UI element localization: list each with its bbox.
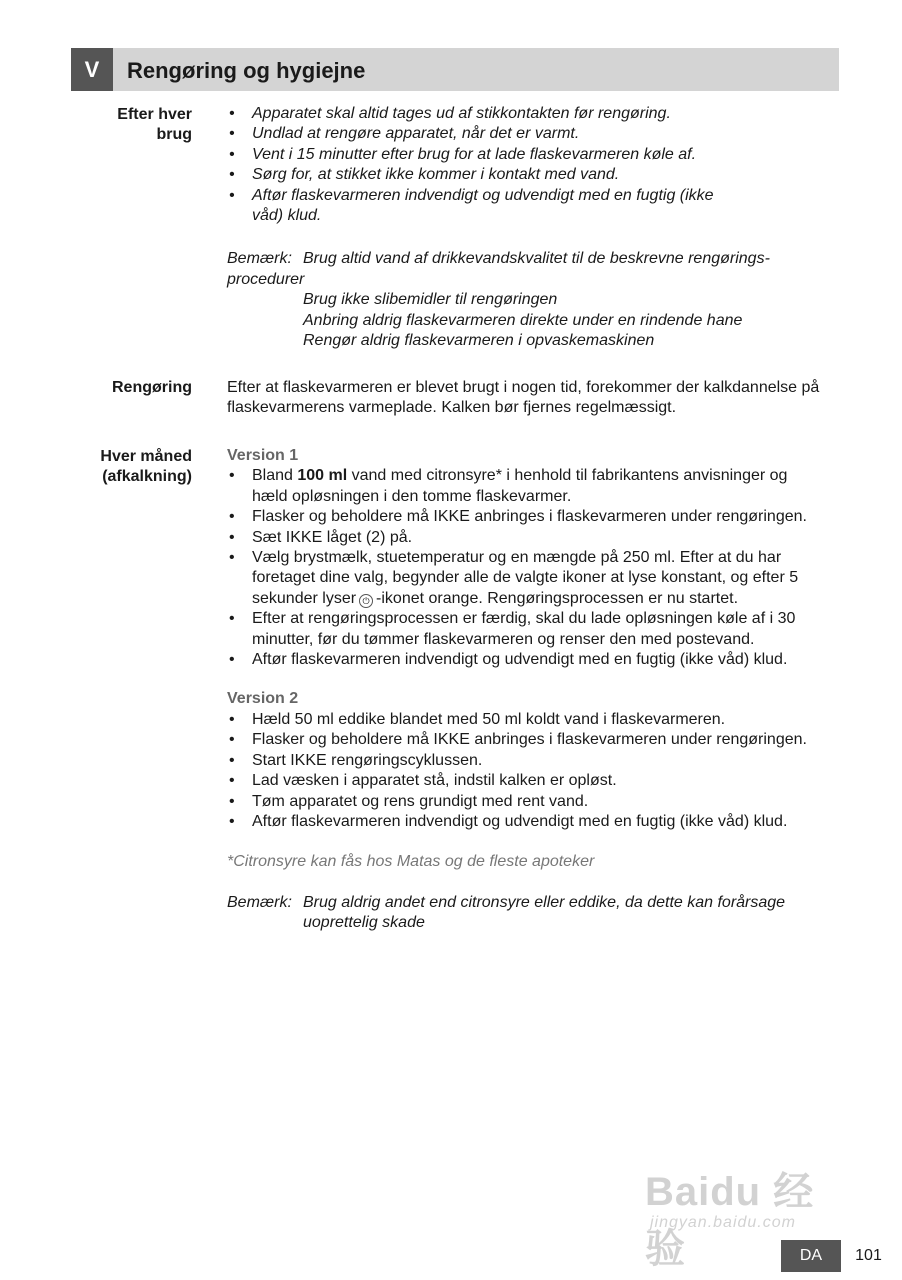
list-item: • Hæld 50 ml eddike blandet med 50 ml koldt vand i flaskevarmeren. xyxy=(227,710,821,730)
note-text: Brug aldrig andet end citronsyre eller eddike, da dette kan forårsage uoprettelig skade xyxy=(303,893,786,932)
note-label: Bemærk: xyxy=(227,250,292,268)
list-item: • Efter at rengøringsprocessen er færdig, skal du lade opløsningen køle af i 30 minutter, før du tømmer flaskevarmeren og renser den med postevand. xyxy=(227,609,821,650)
note-label: Bemærk: xyxy=(227,893,292,911)
list-item: • Bland 100 ml vand med citronsyre* i henhold til fabrikantens anvisninger og hæld opløsningen i den tomme flaskevarmer. xyxy=(227,466,821,507)
watermark-logo: Baidu 经验 xyxy=(645,1170,815,1271)
version-2-title: Version 2 xyxy=(227,690,299,708)
monthly-note xyxy=(227,893,787,934)
list-item: • Sæt IKKE låget (2) på. xyxy=(227,528,821,548)
version-1-title: Version 1 xyxy=(227,447,299,464)
list-item: • Aftør flaskevarmeren indvendigt og udvendigt med en fugtig (ikke våd) klud. xyxy=(227,186,732,227)
list-item: • Undlad at rengøre apparatet, når det er varmt. xyxy=(227,124,827,144)
version-1-list xyxy=(227,466,821,670)
power-icon: ⏻ xyxy=(359,594,373,608)
monthly-content xyxy=(227,446,821,934)
version-2-list xyxy=(227,710,821,832)
note-line: Rengør aldrig flaskevarmeren i opvaskemaskinen xyxy=(303,332,655,350)
list-item: • Vælg brystmælk, stuetemperatur og en mængde på 250 ml. Efter at du har foretaget dine valg, begynder alle de valgte ikoner at lyse konstant, og efter 5 sekunder lyser ⏻ -ikonet orange. Rengøringsprocessen er nu startet. xyxy=(227,548,821,609)
section-header xyxy=(71,48,839,91)
list-item: • Aftør flaskevarmeren indvendigt og udvendigt med en fugtig (ikke våd) klud. xyxy=(227,650,821,670)
section-badge: V xyxy=(71,48,113,91)
list-item: • Apparatet skal altid tages ud af stikkontakten før rengøring. xyxy=(227,104,827,124)
page-number: 101 xyxy=(855,1247,882,1264)
note-line: Brug ikke slibemidler til rengøringen xyxy=(303,291,558,309)
after-use-note xyxy=(227,249,827,351)
monthly-label: Hver måned (afkalkning) xyxy=(100,448,192,485)
list-item: • Sørg for, at stikket ikke kommer i kontakt med vand. xyxy=(227,165,827,185)
watermark-url: jingyan.baidu.com xyxy=(650,1214,796,1231)
cleaning-text: Efter at flaskevarmeren er blevet brugt i nogen tid, forekommer der kalkdannelse på flaskevarmerens varmeplade. Kalken bør fjernes regelmæssigt. xyxy=(227,379,820,417)
cleaning-label: Rengøring xyxy=(112,379,192,396)
after-use-list xyxy=(227,104,827,226)
after-use-label: Efter hver brug xyxy=(117,106,192,143)
footnote: *Citronsyre kan fås hos Matas og de fleste apoteker xyxy=(227,853,595,871)
note-line: Anbring aldrig flaskevarmeren direkte under en rindende hane xyxy=(303,311,743,329)
list-item: • Tøm apparatet og rens grundigt med rent vand. xyxy=(227,792,821,812)
after-use-content xyxy=(227,104,827,351)
section-title: Rengøring og hygiejne xyxy=(127,58,366,83)
language-tab: DA xyxy=(781,1240,841,1272)
list-item: • Flasker og beholdere må IKKE anbringes i flaskevarmeren under rengøringen. xyxy=(227,507,821,527)
list-item: • Flasker og beholdere må IKKE anbringes i flaskevarmeren under rengøringen. xyxy=(227,730,821,750)
list-item: • Vent i 15 minutter efter brug for at lade flaskevarmeren køle af. xyxy=(227,145,827,165)
list-item: • Lad væsken i apparatet stå, indstil kalken er opløst. xyxy=(227,771,821,791)
list-item: • Aftør flaskevarmeren indvendigt og udvendigt med en fugtig (ikke våd) klud. xyxy=(227,812,821,832)
list-item: • Start IKKE rengøringscyklussen. xyxy=(227,751,821,771)
note-line: Brug altid vand af drikkevandskvalitet til de beskrevne rengørings-procedurer xyxy=(227,250,770,288)
